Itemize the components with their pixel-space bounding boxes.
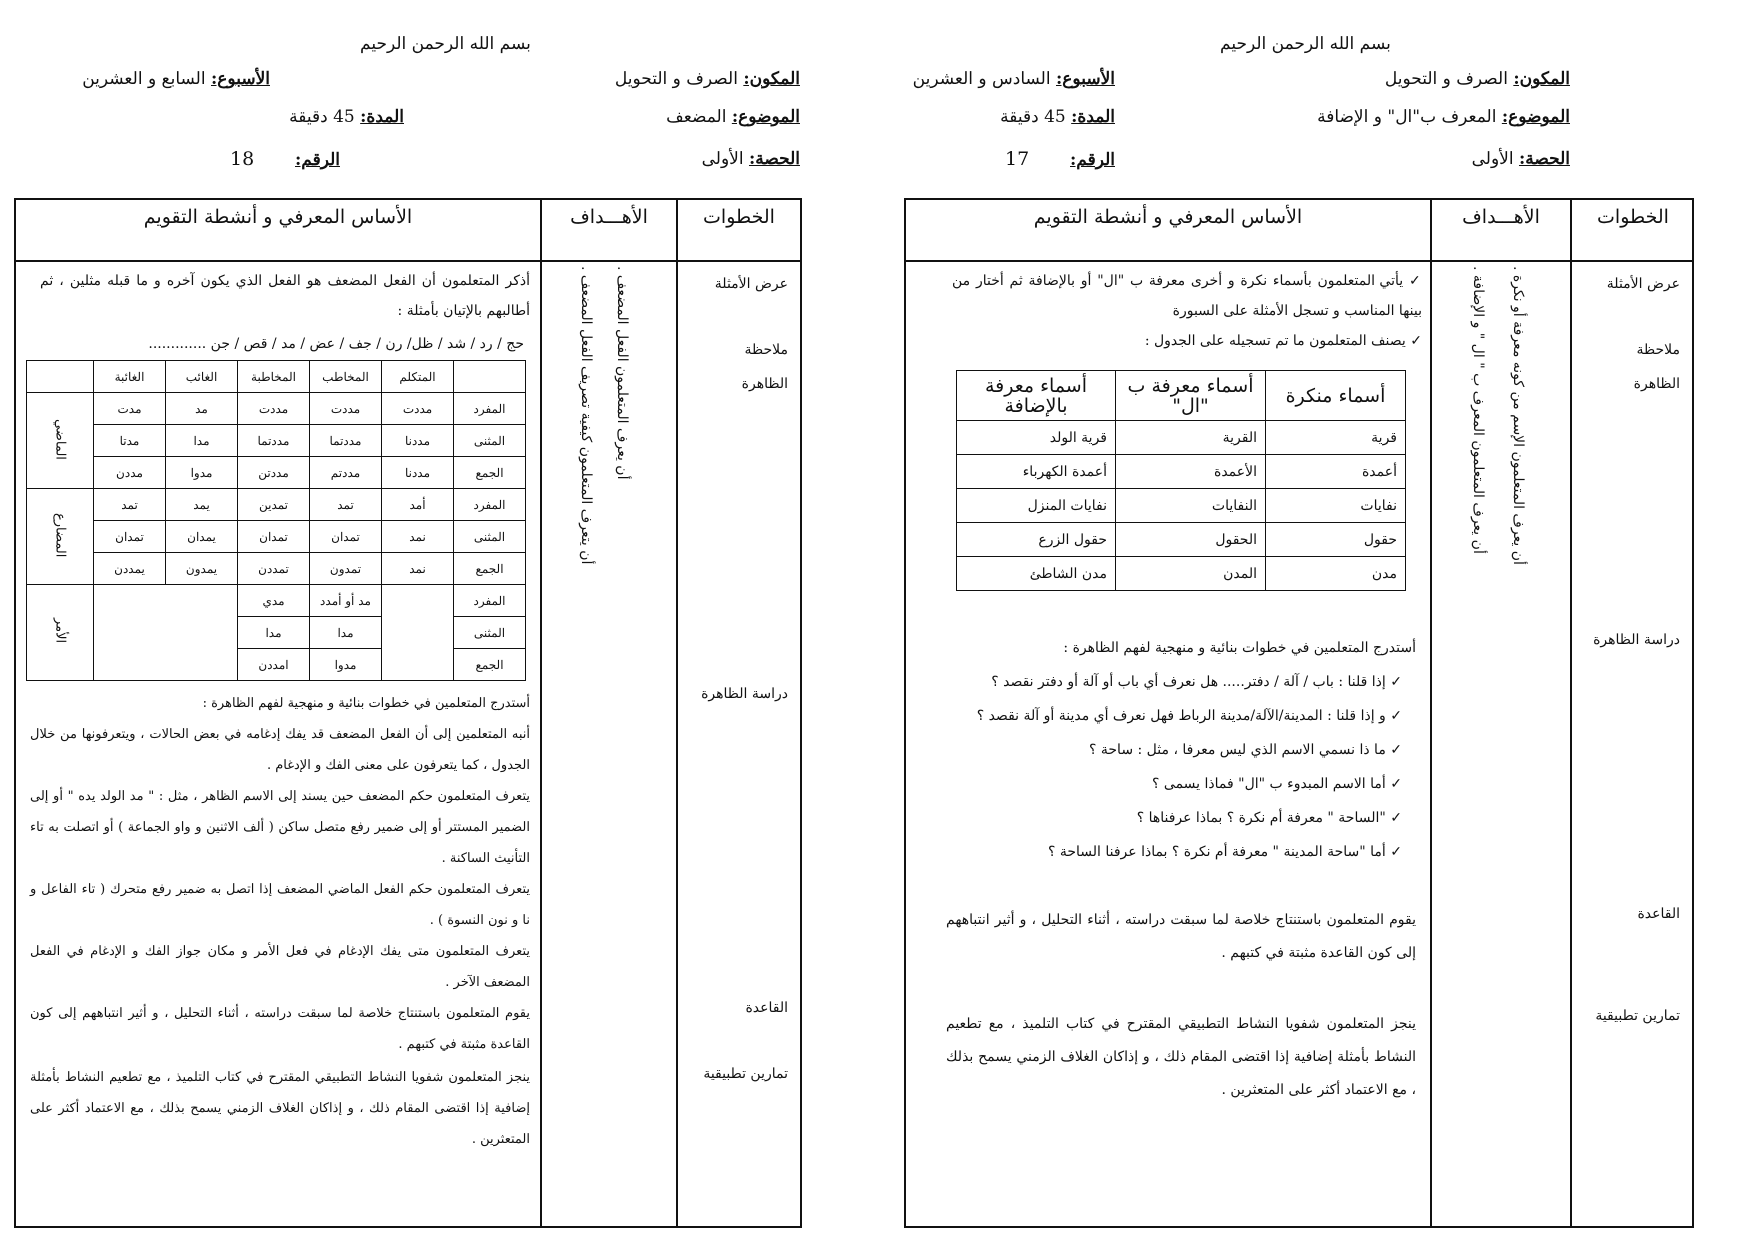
- content-column-header: الأساس المعرفي و أنشطة التقويم: [1033, 206, 1303, 228]
- intro-bullet-1: يأتي المتعلمون بأسماء نكرة و أخرى معرفة ب "ال" أو بالإضافة ثم أختار من بينها المناسب و تسجل الأمثلة على السبورة: [952, 273, 1422, 319]
- table-cell: تمدان: [94, 521, 166, 553]
- empty-cell: [382, 585, 454, 681]
- number-label: المثنى: [454, 617, 526, 649]
- table-cell: مدتا: [94, 425, 166, 457]
- week-value: السابع و العشرين: [82, 69, 206, 89]
- question-6: ✓ أما "ساحة المدينة " معرفة أم نكرة ؟ بماذا عرفنا الساحة ؟: [1047, 844, 1402, 860]
- check-icon: ✓: [1385, 810, 1402, 826]
- table-cell: مد أو أمدد: [310, 585, 382, 617]
- number-label: المفرد: [454, 585, 526, 617]
- number-value: 18: [230, 148, 255, 170]
- rule-text: يقوم المتعلمون باستنتاج خلاصة لما سبقت دراسته ، أثناء التحليل ، و أثير انتباههم إلى كون القاعدة مثبتة في كتبهم .: [946, 912, 1416, 961]
- table-cell: مددت: [238, 393, 310, 425]
- indefinite-header: أسماء منكرة: [1266, 371, 1406, 421]
- table-row: [27, 521, 526, 553]
- table-cell: امددن: [238, 649, 310, 681]
- number-field: [230, 148, 340, 171]
- table-cell: تمدان: [238, 521, 310, 553]
- study-paragraph: أستدرج المتعلمين في خطوات بنائية و منهجية لفهم الظاهرة :: [202, 696, 530, 711]
- session-value: الأولى: [1471, 149, 1514, 169]
- table-cell: مددتما: [310, 425, 382, 457]
- column-divider: [540, 200, 542, 1226]
- rule-text: يقوم المتعلمون باستنتاج خلاصة لما سبقت دراسته ، أثناء التحليل ، و أثير انتباههم إلى كون القاعدة مثبتة في كتبهم .: [30, 1006, 530, 1052]
- table-cell: تمدان: [310, 521, 382, 553]
- step-examples: عرض الأمثلة: [714, 276, 788, 292]
- step-study: دراسة الظاهرة: [1593, 632, 1680, 648]
- corner-cell: [454, 361, 526, 393]
- step-observe: ملاحظة: [744, 342, 788, 358]
- lesson-sheet-18: [10, 0, 810, 1240]
- step-exercises: تمارين تطبيقية: [1595, 1008, 1680, 1024]
- study-paragraph: يتعرف المتعلمون حكم الفعل الماضي المضعف إذا اتصل به ضمير رفع متحرك ( تاء الفاعل و نا و نون النسوة ) .: [30, 882, 530, 928]
- number-label: المثنى: [454, 425, 526, 457]
- definite-al-header: أسماء معرفة ب "ال": [1116, 371, 1266, 421]
- component-field: [615, 68, 800, 90]
- pronoun-header: المتكلم: [382, 361, 454, 393]
- session-field: [1472, 148, 1570, 170]
- table-cell: أمد: [382, 489, 454, 521]
- table-cell: نمد: [382, 553, 454, 585]
- number-label: المفرد: [454, 393, 526, 425]
- week-value: السادس و العشرين: [912, 69, 1051, 89]
- table-cell: يمد: [166, 489, 238, 521]
- table-cell: مددن: [94, 457, 166, 489]
- component-field: [1385, 68, 1570, 90]
- topic-field: [1317, 106, 1570, 128]
- basmala: بسم الله الرحمن الرحيم: [1220, 34, 1391, 54]
- table-cell: تمدون: [310, 553, 382, 585]
- table-cell: النفايات: [1116, 489, 1266, 523]
- table-cell: مددت: [310, 393, 382, 425]
- duration-value: 45 دقيقة: [1000, 107, 1066, 127]
- step-study: دراسة الظاهرة: [701, 686, 788, 702]
- table-cell: مد: [166, 393, 238, 425]
- table-cell: القرية: [1116, 421, 1266, 455]
- pronoun-header: الغائب: [166, 361, 238, 393]
- goal-1: أن يعرف المتعلمون الفعل المضعف .: [614, 266, 630, 480]
- column-divider: [1570, 200, 1572, 1226]
- pronoun-header: المخاطبة: [238, 361, 310, 393]
- duration-value: 45 دقيقة: [289, 107, 355, 127]
- question-2: ✓ و إذا قلنا : المدينة/الآلة/مدينة الرباط فهل نعرف أي مدينة أو آلة نقصد ؟: [976, 708, 1402, 724]
- table-row: [27, 425, 526, 457]
- steps-column-header: الخطوات: [1597, 206, 1669, 228]
- empty-cell: [94, 585, 238, 681]
- table-row: [957, 489, 1406, 523]
- steps-column-header: الخطوات: [703, 206, 775, 228]
- header-divider: [16, 260, 800, 262]
- table-cell: قرية: [1266, 421, 1406, 455]
- table-cell: مدت: [94, 393, 166, 425]
- study-intro: أستدرج المتعلمين في خطوات بنائية و منهجية لفهم الظاهرة :: [1063, 640, 1416, 656]
- table-cell: مددنا: [382, 425, 454, 457]
- table-cell: مدا: [310, 617, 382, 649]
- number-value: 17: [1005, 148, 1030, 170]
- table-cell: قرية الولد: [957, 421, 1116, 455]
- study-text: [30, 688, 530, 998]
- table-cell: نفايات: [1266, 489, 1406, 523]
- table-row: [27, 553, 526, 585]
- table-cell: حقول: [1266, 523, 1406, 557]
- step-exercises: تمارين تطبيقية: [703, 1066, 788, 1082]
- table-cell: مددتم: [310, 457, 382, 489]
- week-label: الأسبوع:: [1056, 69, 1115, 89]
- session-label: الحصة:: [748, 149, 800, 169]
- lesson-table: [14, 198, 802, 1228]
- table-cell: أعمدة: [1266, 455, 1406, 489]
- table-cell: نفايات المنزل: [957, 489, 1116, 523]
- check-icon: ✓: [1385, 776, 1402, 792]
- number-label: الرقم:: [295, 150, 340, 170]
- table-row: [27, 457, 526, 489]
- session-label: الحصة:: [1518, 149, 1570, 169]
- table-cell: مدا: [238, 617, 310, 649]
- question-5: ✓ "الساحة " معرفة أم نكرة ؟ بماذا عرفناها ؟: [1136, 810, 1402, 826]
- table-cell: مدوا: [166, 457, 238, 489]
- table-cell: نمد: [382, 521, 454, 553]
- week-field: [82, 68, 270, 90]
- table-cell: مدن الشاطئ: [957, 557, 1116, 591]
- table-cell: مددتن: [238, 457, 310, 489]
- number-label: الجمع: [454, 649, 526, 681]
- step-rule: القاعدة: [745, 1000, 788, 1016]
- goals-column-header: الأهـــداف: [570, 206, 648, 228]
- goal-2: أن يعرف المتعلمون المعرف ب " ال " و الإضافة .: [1470, 266, 1486, 554]
- study-paragraph: يتعرف المتعلمون حكم المضعف حين يسند إلى الاسم الظاهر ، مثل : " مد الولد يده " أو إلى الضمير المستتر أو إلى ضمير رفع متصل ساكن ( ألف الاثنين و واو الجماعة ) أو اتصلت به تاء التأنيث الساكنة .: [30, 789, 530, 866]
- table-cell: الأعمدة: [1116, 455, 1266, 489]
- table-cell: مدا: [166, 425, 238, 457]
- table-row: [957, 421, 1406, 455]
- number-label: المفرد: [454, 489, 526, 521]
- table-row: [957, 455, 1406, 489]
- component-label: المكون:: [1513, 69, 1570, 89]
- step-rule: القاعدة: [1637, 906, 1680, 922]
- week-label: الأسبوع:: [211, 69, 270, 89]
- lesson-table: [904, 198, 1694, 1228]
- study-paragraph: يتعرف المتعلمون متى يفك الإدغام في فعل الأمر و مكان جواز الفك و الإدغام في الفعل المضعف الآخر .: [30, 944, 530, 990]
- table-row: [27, 489, 526, 521]
- table-cell: يمدون: [166, 553, 238, 585]
- table-cell: يمددن: [94, 553, 166, 585]
- duration-field: [1000, 106, 1115, 128]
- number-label: الجمع: [454, 553, 526, 585]
- table-cell: أعمدة الكهرباء: [957, 455, 1116, 489]
- column-divider: [1430, 200, 1432, 1226]
- tense-label: الأمر: [27, 585, 94, 681]
- question-1: ✓ إذا قلنا : باب / آلة / دفتر..... هل نعرف أي باب أو آلة أو دفتر نقصد ؟: [991, 674, 1402, 690]
- examples-line: حج / رد / شد / ظل/ رن / جف / عض / مد / قص / جن .............: [148, 336, 524, 352]
- table-cell: مددنا: [382, 457, 454, 489]
- session-field: [702, 148, 800, 170]
- nouns-table: [956, 370, 1406, 591]
- tense-label: الماضي: [27, 393, 94, 489]
- study-paragraph: أنبه المتعلمين إلى أن الفعل المضعف قد يفك إدغامه في بعض الحالات ، ويتعرفونها من خلال الجدول ، كما يتعرفون على معنى الفك و الإدغام .: [30, 727, 531, 773]
- intro-bullets: [952, 266, 1422, 356]
- table-cell: مدن: [1266, 557, 1406, 591]
- step-phenomenon: الظاهرة: [1633, 376, 1680, 392]
- basmala: بسم الله الرحمن الرحيم: [360, 34, 531, 54]
- check-icon: ✓: [1385, 844, 1402, 860]
- check-icon: ✓: [1403, 273, 1422, 289]
- session-value: الأولى: [701, 149, 744, 169]
- number-label: الرقم:: [1070, 150, 1115, 170]
- lesson-sheet-17: [900, 0, 1700, 1240]
- component-value: الصرف و التحويل: [1384, 69, 1508, 89]
- table-cell: مددت: [382, 393, 454, 425]
- goals-column-header: الأهـــداف: [1462, 206, 1540, 228]
- table-cell: مدوا: [310, 649, 382, 681]
- definite-idafa-header: أسماء معرفة بالإضافة: [957, 371, 1116, 421]
- pronoun-header: المخاطب: [310, 361, 382, 393]
- table-cell: المدن: [1116, 557, 1266, 591]
- check-icon: ✓: [1385, 708, 1402, 724]
- topic-label: الموضوع:: [1501, 107, 1570, 127]
- component-value: الصرف و التحويل: [614, 69, 738, 89]
- intro-text: أذكر المتعلمون أن الفعل المضعف هو الفعل الذي يكون آخره و ما قبله مثلين ، ثم أطالبهم بالإتيان بأمثلة :: [40, 273, 530, 319]
- check-icon: ✓: [1405, 333, 1422, 349]
- table-row: [957, 523, 1406, 557]
- table-cell: مدي: [238, 585, 310, 617]
- question-3: ✓ ما ذا نسمي الاسم الذي ليس معرفا ، مثل : ساحة ؟: [1089, 742, 1402, 758]
- exercise-text: ينجز المتعلمون شفويا النشاط التطبيقي المقترح في كتاب التلميذ ، مع تطعيم النشاط بأمثلة إضافية إذا اقتضى المقام ذلك ، و إذاكان الغلاف الزمني يسمح بذلك ، مع الاعتماد أكثر على المتعثرين .: [30, 1070, 530, 1147]
- column-divider: [676, 200, 678, 1226]
- number-label: الجمع: [454, 457, 526, 489]
- topic-label: الموضوع:: [731, 107, 800, 127]
- duration-label: المدة:: [360, 107, 404, 127]
- topic-field: [666, 106, 800, 128]
- duration-field: [289, 106, 404, 128]
- step-examples: عرض الأمثلة: [1606, 276, 1680, 292]
- table-cell: حقول الزرع: [957, 523, 1116, 557]
- topic-value: المعرف ب"ال" و الإضافة: [1317, 107, 1497, 127]
- intro-bullet-2: يصنف المتعلمون ما تم تسجيله على الجدول :: [1144, 333, 1406, 349]
- pronoun-header: الغائبة: [94, 361, 166, 393]
- step-observe: ملاحظة: [1636, 342, 1680, 358]
- content-column-header: الأساس المعرفي و أنشطة التقويم: [143, 206, 413, 228]
- number-field: [1005, 148, 1115, 171]
- table-cell: تمدين: [238, 489, 310, 521]
- step-phenomenon: الظاهرة: [741, 376, 788, 392]
- corner-cell: [27, 361, 94, 393]
- week-field: [913, 68, 1115, 90]
- table-cell: تمددن: [238, 553, 310, 585]
- tense-label: المضارع: [27, 489, 94, 585]
- goal-2: أن يتعرف المتعلمون كيفية تصريف الفعل المضعف .: [578, 266, 594, 565]
- exercise-text: ينجز المتعلمون شفويا النشاط التطبيقي المقترح في كتاب التلميذ ، مع تطعيم النشاط بأمثلة إضافية إذا اقتضى المقام ذلك ، و إذاكان الغلاف الزمني يسمح بذلك ، مع الاعتماد أكثر على المتعثرين .: [946, 1016, 1416, 1098]
- check-icon: ✓: [1385, 742, 1402, 758]
- topic-value: المضعف: [666, 107, 727, 127]
- duration-label: المدة:: [1071, 107, 1115, 127]
- table-cell: مددتما: [238, 425, 310, 457]
- conjugation-table: [26, 360, 526, 681]
- check-icon: ✓: [1385, 674, 1402, 690]
- number-label: المثنى: [454, 521, 526, 553]
- table-cell: تمد: [94, 489, 166, 521]
- header-divider: [906, 260, 1692, 262]
- table-cell: تمد: [310, 489, 382, 521]
- table-cell: الحقول: [1116, 523, 1266, 557]
- component-label: المكون:: [743, 69, 800, 89]
- table-row: [27, 585, 526, 617]
- table-cell: يمدان: [166, 521, 238, 553]
- question-4: ✓ أما الاسم المبدوء ب "ال" فماذا يسمى ؟: [1152, 776, 1402, 792]
- table-row: [27, 393, 526, 425]
- goal-1: أن يعرف المتعلمون الإسم من كونه معرفة أو نكرة .: [1510, 266, 1526, 565]
- table-row: [957, 557, 1406, 591]
